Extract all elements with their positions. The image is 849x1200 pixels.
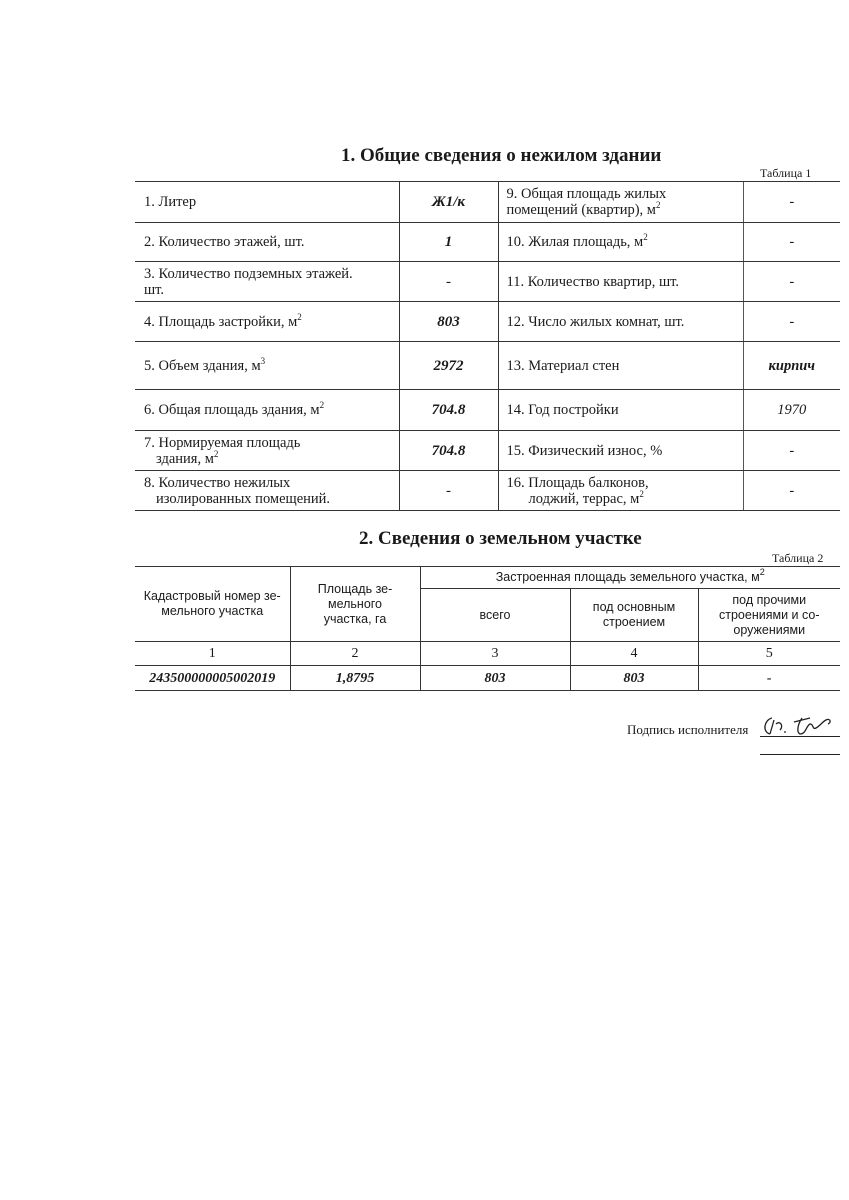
row-value: - xyxy=(743,302,840,342)
row-label: 5. Объем здания, $м^3$ xyxy=(135,342,399,390)
row-value: - xyxy=(743,182,840,223)
table-row xyxy=(135,471,840,511)
row-value: - xyxy=(743,262,840,302)
row-label: 12. Число жилых комнат, шт. xyxy=(498,302,743,342)
header-built-other: под прочими строениями и со- оружениями xyxy=(698,589,840,642)
row-value: кирпич xyxy=(743,342,840,390)
row-value: 704.8 xyxy=(399,390,498,431)
table2-label: Таблица 2 xyxy=(772,551,824,565)
row-label: 14. Год постройки xyxy=(498,390,743,431)
row-value: - xyxy=(743,431,840,471)
table-row xyxy=(135,666,840,691)
table-row xyxy=(135,390,840,431)
row-value: - xyxy=(399,262,498,302)
land-area-value: 1,8795 xyxy=(290,666,420,691)
signature-line xyxy=(760,736,840,737)
row-label: 15. Физический износ, % xyxy=(498,431,743,471)
row-label: 10. Жилая площадь, $м^2$ xyxy=(498,223,743,262)
row-label: 6. Общая площадь здания, $м^2$ xyxy=(135,390,399,431)
row-value: 1 xyxy=(399,223,498,262)
building-info-table xyxy=(135,181,840,511)
land-plot-table xyxy=(135,566,840,691)
built-total-value: 803 xyxy=(420,666,570,691)
table-header-row xyxy=(135,567,840,589)
row-value: Ж1/к xyxy=(399,182,498,223)
row-label: 16. Площадь балконов, лоджий, террас, $м^2$ xyxy=(498,471,743,511)
row-value: - xyxy=(399,471,498,511)
signature-scribble xyxy=(760,712,840,736)
row-value: 1970 xyxy=(743,390,840,431)
row-value: 704.8 xyxy=(399,431,498,471)
table-row xyxy=(135,302,840,342)
header-built-area-group: Застроенная площадь земельного участка, $м^2$ xyxy=(420,567,840,589)
signature-line-2 xyxy=(760,754,840,755)
row-label: 13. Материал стен xyxy=(498,342,743,390)
header-land-area: Площадь зе- мельного участка, га xyxy=(290,567,420,642)
row-label: 1. Литер xyxy=(135,182,399,223)
column-number: 2 xyxy=(290,642,420,666)
row-label: 3. Количество подземных этажей. шт. xyxy=(135,262,399,302)
table-row xyxy=(135,182,840,223)
column-number: 1 xyxy=(135,642,290,666)
row-label: 11. Количество квартир, шт. xyxy=(498,262,743,302)
row-value: - xyxy=(743,223,840,262)
row-label: 9. Общая площадь жилых помещений (квартир), $м^2$ xyxy=(498,182,743,223)
table-row xyxy=(135,262,840,302)
section1-title: 1. Общие сведения о нежилом здании xyxy=(341,145,662,166)
row-value: 803 xyxy=(399,302,498,342)
header-built-main: под основным строением xyxy=(570,589,698,642)
built-other-value: - xyxy=(698,666,840,691)
header-built-total: всего xyxy=(420,589,570,642)
row-label: 2. Количество этажей, шт. xyxy=(135,223,399,262)
row-value: 2972 xyxy=(399,342,498,390)
table1-label: Таблица 1 xyxy=(760,166,812,180)
row-value: - xyxy=(743,471,840,511)
signature-label: Подпись исполнителя xyxy=(627,722,749,737)
table-row xyxy=(135,431,840,471)
section2-title: 2. Сведения о земельном участке xyxy=(359,528,642,549)
cadastral-number: 243500000005002019 xyxy=(135,666,290,691)
row-label: 8. Количество нежилых изолированных помещений. xyxy=(135,471,399,511)
column-number: 5 xyxy=(698,642,840,666)
table-row xyxy=(135,342,840,390)
table-row xyxy=(135,223,840,262)
column-number-row xyxy=(135,642,840,666)
row-label: 7. Нормируемая площадь здания, $м^2$ xyxy=(135,431,399,471)
column-number: 3 xyxy=(420,642,570,666)
row-label: 4. Площадь застройки, $м^2$ xyxy=(135,302,399,342)
built-main-value: 803 xyxy=(570,666,698,691)
column-number: 4 xyxy=(570,642,698,666)
header-cadastral: Кадастровый номер зе- мельного участка xyxy=(135,567,290,642)
